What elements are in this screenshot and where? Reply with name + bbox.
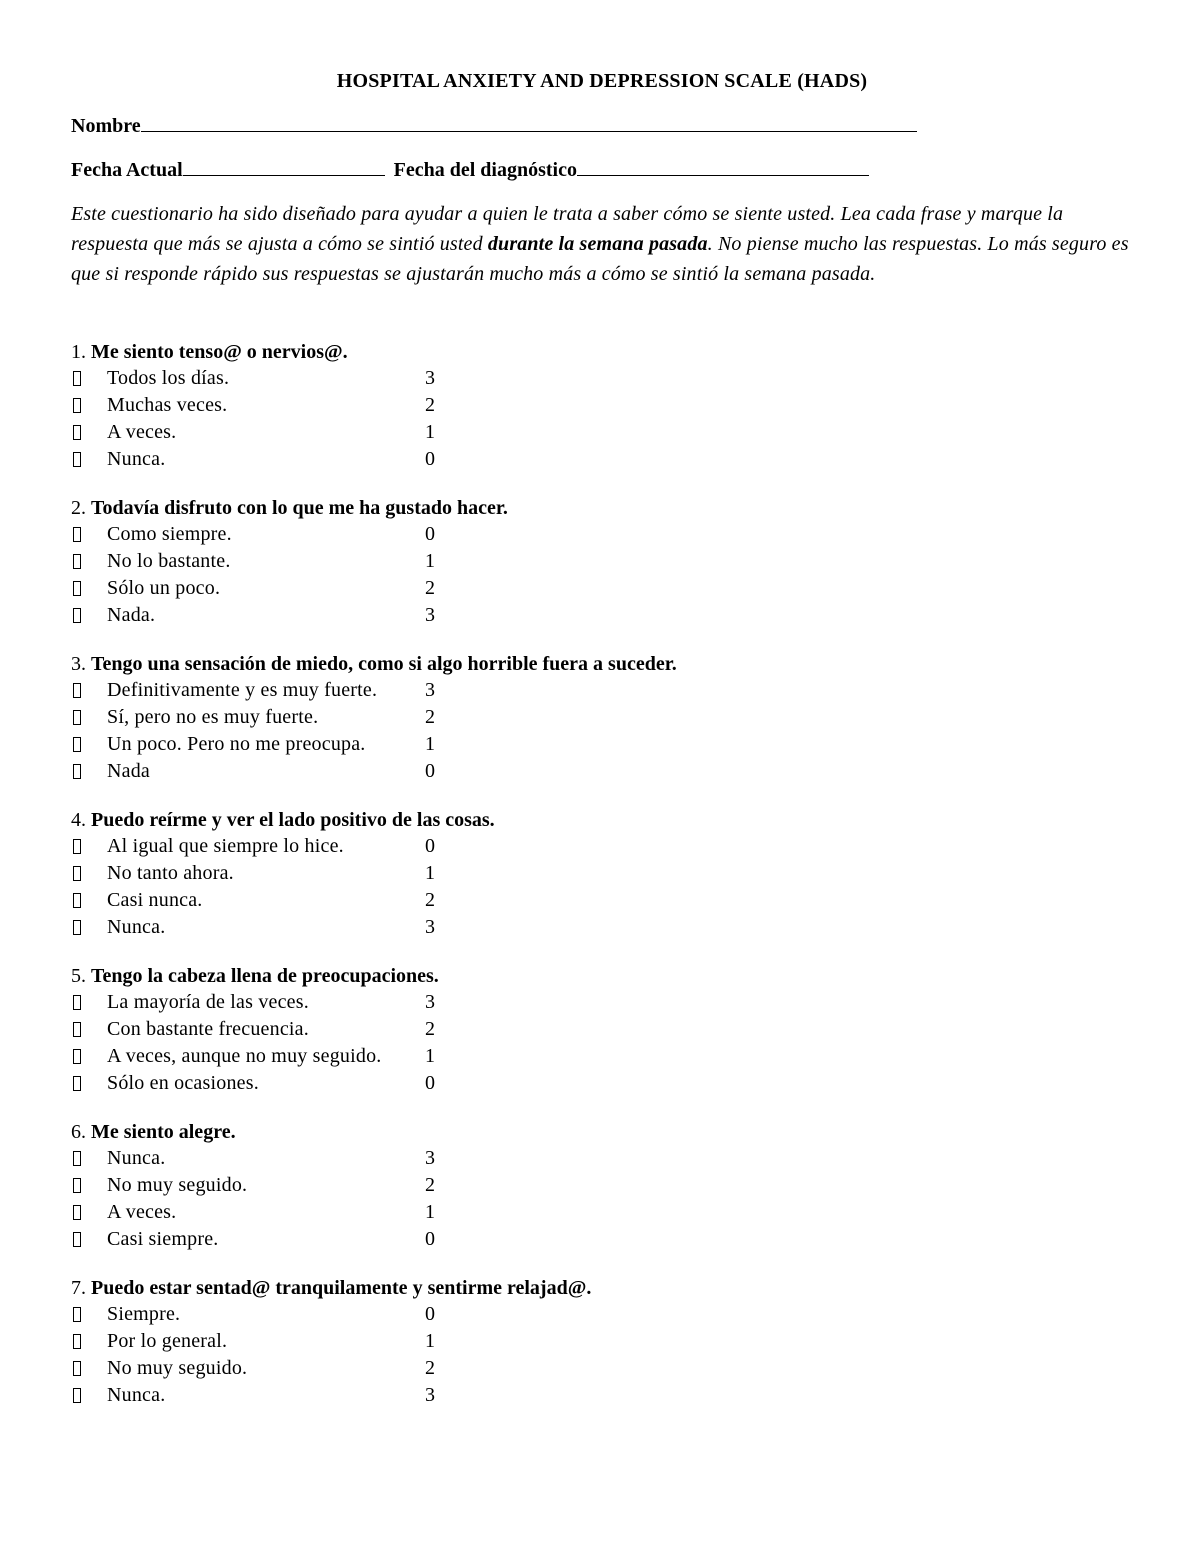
answer-option[interactable] — [71, 677, 1133, 704]
answer-label: No muy seguido. — [107, 1174, 248, 1196]
answer-option[interactable] — [71, 419, 1133, 446]
answer-score: 3 — [425, 1384, 435, 1406]
checkbox-icon[interactable] — [73, 581, 81, 596]
checkbox-icon[interactable] — [73, 1178, 81, 1193]
answer-label: Nunca. — [107, 448, 166, 470]
answer-score: 2 — [425, 706, 435, 728]
answer-score: 0 — [425, 835, 435, 857]
answer-score: 3 — [425, 991, 435, 1013]
checkbox-icon[interactable] — [73, 1388, 81, 1403]
checkbox-icon[interactable] — [73, 683, 81, 698]
checkbox-icon[interactable] — [73, 1334, 81, 1349]
answer-option[interactable] — [71, 521, 1133, 548]
question-heading — [71, 963, 1133, 989]
answer-label: Como siempre. — [107, 523, 232, 545]
answer-score: 2 — [425, 1357, 435, 1379]
answer-label: No muy seguido. — [107, 1357, 248, 1379]
checkbox-icon[interactable] — [73, 995, 81, 1010]
dates-field — [71, 153, 1133, 197]
answer-score: 0 — [425, 448, 435, 470]
document-title: HOSPITAL ANXIETY AND DEPRESSION SCALE (HADS) — [336, 70, 868, 92]
answer-score: 1 — [425, 550, 435, 572]
answer-score: 0 — [425, 760, 435, 782]
answer-label: Al igual que siempre lo hice. — [107, 835, 344, 857]
answer-score: 1 — [425, 1330, 435, 1352]
current-date-label: Fecha Actual — [71, 159, 183, 181]
answer-option[interactable] — [71, 989, 1133, 1016]
answer-score: 0 — [425, 1303, 435, 1325]
name-label: Nombre — [71, 115, 141, 137]
question-text: Tengo la cabeza llena de preocupaciones. — [91, 965, 439, 987]
question-1 — [71, 339, 1133, 473]
answer-option[interactable] — [71, 392, 1133, 419]
question-number: 5. — [71, 965, 86, 987]
answer-label: Casi siempre. — [107, 1228, 219, 1250]
answer-label: Sí, pero no es muy fuerte. — [107, 706, 319, 728]
answer-option[interactable] — [71, 1043, 1133, 1070]
question-number: 3. — [71, 653, 86, 675]
checkbox-icon[interactable] — [73, 554, 81, 569]
question-number: 7. — [71, 1277, 86, 1299]
answer-score: 0 — [425, 1072, 435, 1094]
answer-label: No lo bastante. — [107, 550, 231, 572]
answer-label: Nunca. — [107, 1384, 166, 1406]
question-5 — [71, 963, 1133, 1097]
answer-label: Muchas veces. — [107, 394, 228, 416]
question-text: Me siento tenso@ o nervios@. — [91, 341, 348, 363]
answer-label: A veces, aunque no muy seguido. — [107, 1045, 382, 1067]
answer-score: 3 — [425, 916, 435, 938]
answer-label: Definitivamente y es muy fuerte. — [107, 679, 378, 701]
answer-option[interactable] — [71, 1226, 1133, 1253]
answer-option[interactable] — [71, 887, 1133, 914]
answer-option[interactable] — [71, 1301, 1133, 1328]
answer-score: 2 — [425, 889, 435, 911]
answer-label: Un poco. Pero no me preocupa. — [107, 733, 366, 755]
question-6 — [71, 1119, 1133, 1253]
answer-label: Sólo un poco. — [107, 577, 221, 599]
answer-option[interactable] — [71, 1016, 1133, 1043]
question-text: Todavía disfruto con lo que me ha gustado hacer. — [91, 497, 508, 519]
question-text: Tengo una sensación de miedo, como si algo horrible fuera a suceder. — [91, 653, 677, 675]
checkbox-icon[interactable] — [73, 737, 81, 752]
checkbox-icon[interactable] — [73, 371, 81, 386]
answer-score: 3 — [425, 679, 435, 701]
answer-label: Nada. — [107, 604, 156, 626]
answer-label: Todos los días. — [107, 367, 230, 389]
answer-score: 2 — [425, 1174, 435, 1196]
answer-option[interactable] — [71, 1145, 1133, 1172]
checkbox-icon[interactable] — [73, 1205, 81, 1220]
question-number: 6. — [71, 1121, 86, 1143]
checkbox-icon[interactable] — [73, 920, 81, 935]
answer-label: Nunca. — [107, 1147, 166, 1169]
checkbox-icon[interactable] — [73, 1076, 81, 1091]
question-7 — [71, 1275, 1133, 1409]
answer-option[interactable] — [71, 602, 1133, 629]
question-number: 2. — [71, 497, 86, 519]
checkbox-icon[interactable] — [73, 452, 81, 467]
answer-option[interactable] — [71, 704, 1133, 731]
answer-score: 3 — [425, 604, 435, 626]
current-date-blank[interactable] — [183, 153, 385, 176]
checkbox-icon[interactable] — [73, 866, 81, 881]
answer-label: A veces. — [107, 1201, 177, 1223]
answer-label: A veces. — [107, 421, 177, 443]
answer-option[interactable] — [71, 548, 1133, 575]
answer-option[interactable] — [71, 1328, 1133, 1355]
answer-label: Nunca. — [107, 916, 166, 938]
answer-label: Con bastante frecuencia. — [107, 1018, 309, 1040]
name-blank[interactable] — [141, 109, 917, 132]
answer-score: 0 — [425, 1228, 435, 1250]
answer-score: 2 — [425, 1018, 435, 1040]
question-3 — [71, 651, 1133, 785]
diagnosis-date-label: Fecha del diagnóstico — [393, 159, 577, 181]
checkbox-icon[interactable] — [73, 839, 81, 854]
checkbox-icon[interactable] — [73, 710, 81, 725]
checkbox-icon[interactable] — [73, 425, 81, 440]
checkbox-icon[interactable] — [73, 527, 81, 542]
answer-option[interactable] — [71, 1199, 1133, 1226]
question-number: 1. — [71, 341, 86, 363]
question-heading — [71, 651, 1133, 677]
answer-label: Casi nunca. — [107, 889, 203, 911]
question-4 — [71, 807, 1133, 941]
question-heading — [71, 495, 1133, 521]
question-heading — [71, 807, 1133, 833]
answer-option[interactable] — [71, 1172, 1133, 1199]
question-text: Puedo estar sentad@ tranquilamente y sentirme relajad@. — [91, 1277, 592, 1299]
diagnosis-date-blank[interactable] — [577, 153, 869, 176]
answer-score: 3 — [425, 1147, 435, 1169]
name-field — [71, 109, 1133, 153]
answer-option[interactable] — [71, 914, 1133, 941]
instructions-text-1: Este cuestionario ha sido diseñado para ayudar a quien le trata a saber cómo se siente usted. Lea cada frase y marque la respuesta que más se ajusta a cómo se sintió usted — [71, 203, 1064, 255]
answer-option[interactable] — [71, 1070, 1133, 1097]
answer-option[interactable] — [71, 1382, 1133, 1409]
answer-score: 0 — [425, 523, 435, 545]
checkbox-icon[interactable] — [73, 1307, 81, 1322]
answer-option[interactable] — [71, 1355, 1133, 1382]
answer-label: La mayoría de las veces. — [107, 991, 309, 1013]
checkbox-icon[interactable] — [73, 1151, 81, 1166]
answer-score: 1 — [425, 1045, 435, 1067]
answer-option[interactable] — [71, 365, 1133, 392]
question-text: Puedo reírme y ver el lado positivo de las cosas. — [91, 809, 495, 831]
answer-score: 3 — [425, 367, 435, 389]
answer-option[interactable] — [71, 758, 1133, 785]
question-number: 4. — [71, 809, 86, 831]
checkbox-icon[interactable] — [73, 398, 81, 413]
question-text: Me siento alegre. — [91, 1121, 236, 1143]
answer-option[interactable] — [71, 833, 1133, 860]
question-2 — [71, 495, 1133, 629]
instructions-emphasis: durante la semana pasada — [487, 233, 708, 255]
instructions-paragraph — [71, 199, 1133, 289]
answer-score: 2 — [425, 394, 435, 416]
answer-option[interactable] — [71, 575, 1133, 602]
question-heading — [71, 339, 1133, 365]
question-list — [71, 339, 1133, 1409]
answer-score: 1 — [425, 1201, 435, 1223]
checkbox-icon[interactable] — [73, 1232, 81, 1247]
answer-label: Nada — [107, 760, 150, 782]
answer-label: Siempre. — [107, 1303, 181, 1325]
answer-option[interactable] — [71, 860, 1133, 887]
answer-label: No tanto ahora. — [107, 862, 234, 884]
question-heading — [71, 1275, 1133, 1301]
checkbox-icon[interactable] — [73, 1022, 81, 1037]
checkbox-icon[interactable] — [73, 1049, 81, 1064]
answer-option[interactable] — [71, 446, 1133, 473]
answer-label: Sólo en ocasiones. — [107, 1072, 259, 1094]
answer-score: 1 — [425, 733, 435, 755]
answer-score: 1 — [425, 421, 435, 443]
questionnaire-page — [71, 70, 1133, 1431]
checkbox-icon[interactable] — [73, 608, 81, 623]
answer-option[interactable] — [71, 731, 1133, 758]
answer-score: 2 — [425, 577, 435, 599]
question-heading — [71, 1119, 1133, 1145]
answer-score: 1 — [425, 862, 435, 884]
answer-label: Por lo general. — [107, 1330, 228, 1352]
instructions-text-2: . No piense mucho las respuestas. Lo más seguro es que si responde rápido sus respuestas se ajustarán mucho más a cómo se sintió la semana pasada. — [71, 233, 1129, 285]
checkbox-icon[interactable] — [73, 893, 81, 908]
checkbox-icon[interactable] — [73, 1361, 81, 1376]
checkbox-icon[interactable] — [73, 764, 81, 779]
